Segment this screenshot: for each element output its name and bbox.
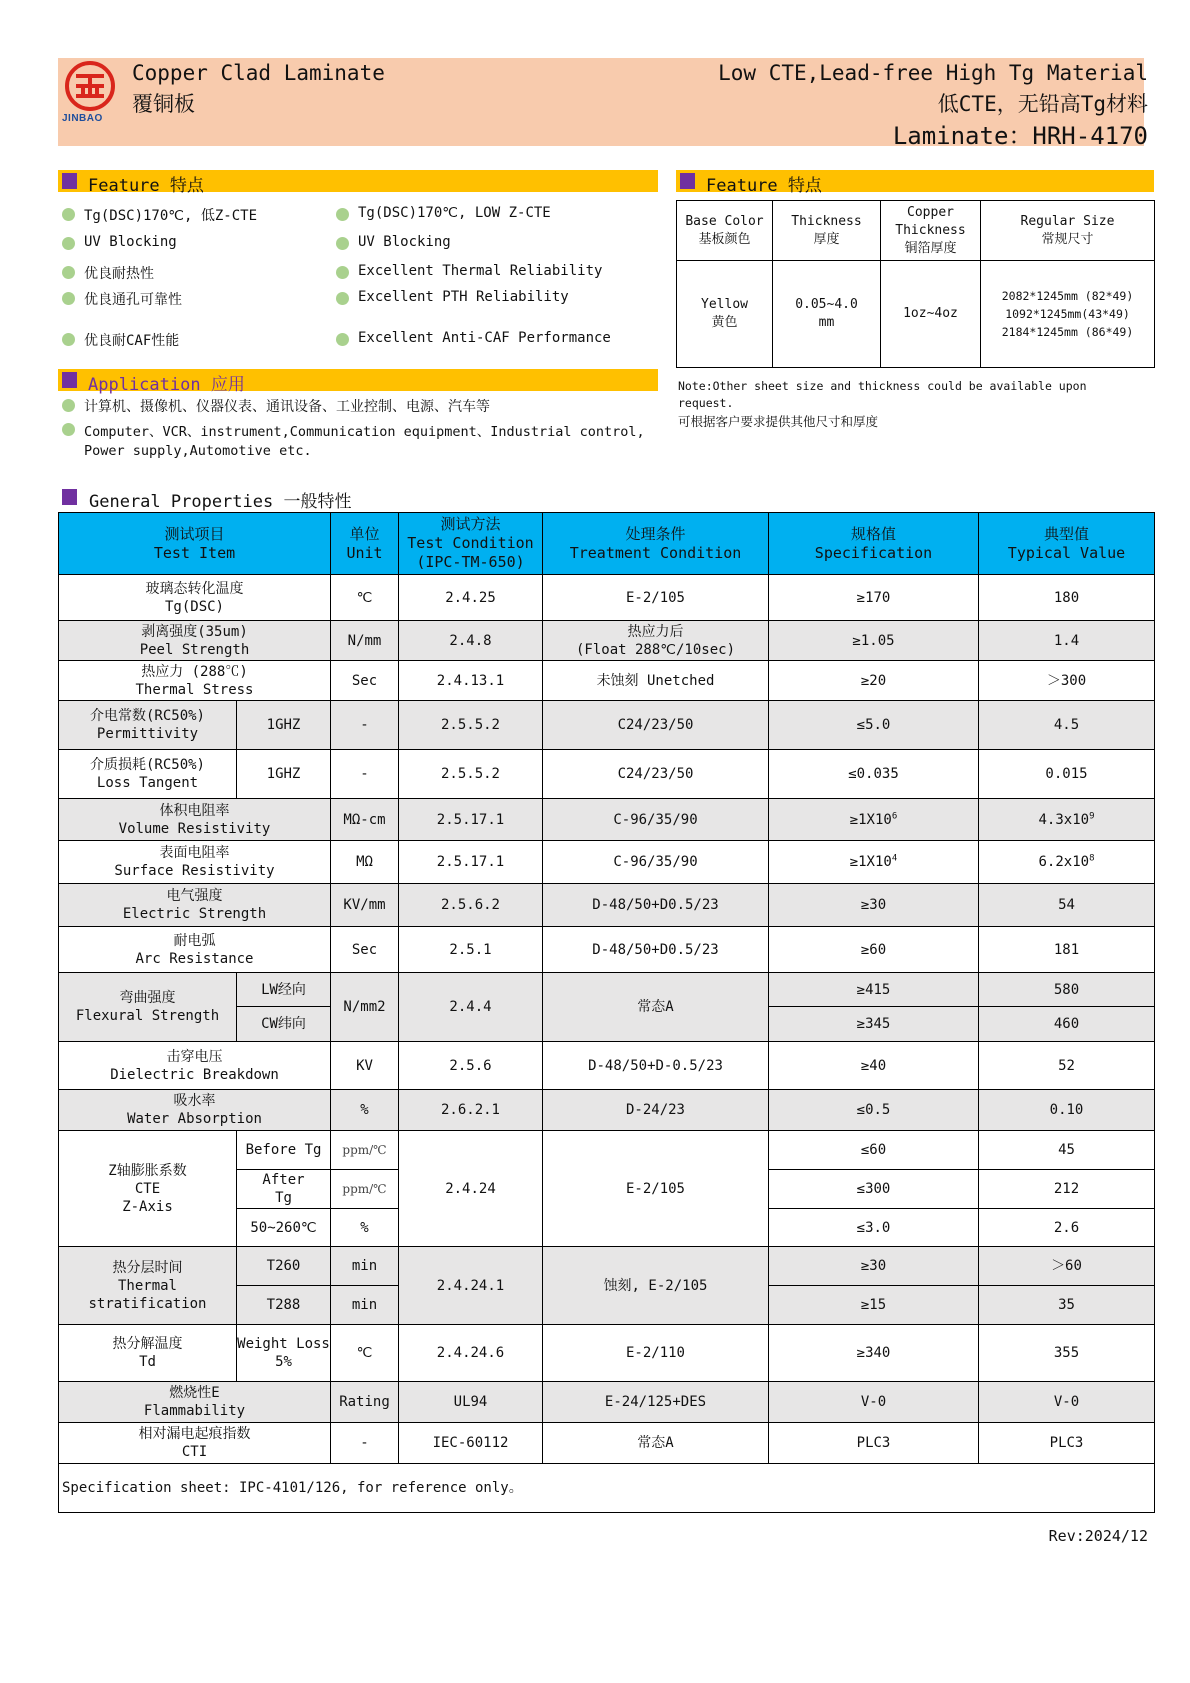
- table-row: [59, 1090, 1155, 1131]
- feature-cn-5: 优良耐CAF性能: [84, 333, 180, 349]
- table-cell: 2.6.2.1: [399, 1090, 543, 1131]
- table-cell: ≤3.0: [769, 1209, 979, 1247]
- table-cell: Before Tg: [237, 1131, 331, 1170]
- table-cell: 2.5.17.1: [399, 799, 543, 841]
- table-cell: 4.5: [979, 701, 1155, 750]
- feature-en-4: Excellent PTH Reliability: [358, 289, 569, 305]
- table-cell: ≥30: [769, 884, 979, 927]
- table-cell: 2.4.24.6: [399, 1325, 543, 1382]
- table-cell: D-48/50+D-0.5/23: [543, 1042, 769, 1090]
- table-cell: V-0: [979, 1382, 1155, 1423]
- table-cell: ≥15: [769, 1286, 979, 1325]
- feature-en-1: Tg(DSC)170℃, LOW Z-CTE: [358, 205, 551, 221]
- feature-cn-3: 优良耐热性: [84, 266, 154, 282]
- section-marker-icon: [680, 173, 695, 189]
- size-copper: 1oz~4oz: [881, 261, 981, 368]
- table-cell: min: [331, 1286, 399, 1325]
- logo-text: JINBAO: [62, 113, 103, 124]
- table-cell: 1GHZ: [237, 750, 331, 799]
- table-cell: ≥415: [769, 973, 979, 1007]
- table-row: [59, 575, 1155, 621]
- size-color: Yellow 黄色: [677, 261, 773, 368]
- size-header-thickness: Thickness 厚度: [773, 201, 881, 261]
- table-row: [59, 1247, 1155, 1286]
- table-cell: Weight Loss 5%: [237, 1325, 331, 1382]
- table-cell: 35: [979, 1286, 1155, 1325]
- application-bar: [58, 369, 658, 395]
- table-cell: 2.5.6: [399, 1042, 543, 1090]
- table-row: [59, 1131, 1155, 1170]
- table-row: [59, 799, 1155, 841]
- spec-sheet-note: Specification sheet: IPC-4101/126, for reference only。: [59, 1464, 1155, 1513]
- table-cell: N/mm2: [331, 973, 399, 1042]
- size-header-copper: Copper Thickness 铜箔厚度: [881, 201, 981, 261]
- table-cell: Rating: [331, 1382, 399, 1423]
- header-item: 测试项目 Test Item: [59, 513, 331, 575]
- table-cell: $\ge 1X10^4$: [769, 841, 979, 884]
- table-cell: UL94: [399, 1382, 543, 1423]
- table-cell: 460: [979, 1007, 1155, 1042]
- table-row: [59, 973, 1155, 1007]
- table-cell: 热应力 (288℃) Thermal Stress: [59, 661, 331, 701]
- table-row: [59, 1325, 1155, 1382]
- table-cell: ppm/℃: [331, 1170, 399, 1209]
- table-row: [59, 841, 1155, 884]
- application-en-1: Computer、VCR、instrument,Communication equipment、Industrial control,: [84, 424, 645, 440]
- table-cell: 2.4.4: [399, 973, 543, 1042]
- table-cell: %: [331, 1209, 399, 1247]
- jinbao-logo-icon: [64, 60, 116, 112]
- table-cell: D-48/50+D0.5/23: [543, 927, 769, 973]
- table-cell: ≥340: [769, 1325, 979, 1382]
- table-cell: 355: [979, 1325, 1155, 1382]
- table-cell: D-48/50+D0.5/23: [543, 884, 769, 927]
- table-cell: E-24/125+DES: [543, 1382, 769, 1423]
- table-cell: 燃烧性E Flammability: [59, 1382, 331, 1423]
- table-header-row: [59, 513, 1155, 575]
- size-header-regular: Regular Size 常规尺寸: [981, 201, 1155, 261]
- bullet-icon: [62, 208, 75, 221]
- table-footer-row: [59, 1464, 1155, 1513]
- table-cell: 蚀刻, E-2/105: [543, 1247, 769, 1325]
- table-cell: 52: [979, 1042, 1155, 1090]
- table-cell: -: [331, 750, 399, 799]
- table-cell: 0.10: [979, 1090, 1155, 1131]
- table-cell: MΩ: [331, 841, 399, 884]
- header-title-cn: 覆铜板: [132, 92, 195, 116]
- table-cell: 54: [979, 884, 1155, 927]
- bullet-icon: [336, 237, 349, 250]
- table-cell: ≥60: [769, 927, 979, 973]
- table-cell: ≥1.05: [769, 621, 979, 661]
- table-row: [59, 1423, 1155, 1464]
- table-row: [59, 750, 1155, 799]
- table-cell: CW纬向: [237, 1007, 331, 1042]
- table-cell: ≤0.035: [769, 750, 979, 799]
- table-cell: 2.5.6.2: [399, 884, 543, 927]
- table-cell: 常态A: [543, 973, 769, 1042]
- table-cell: E-2/105: [543, 1131, 769, 1247]
- table-cell: IEC-60112: [399, 1423, 543, 1464]
- table-row: [59, 701, 1155, 750]
- table-cell: 181: [979, 927, 1155, 973]
- table-cell: ≥170: [769, 575, 979, 621]
- table-cell: ≤60: [769, 1131, 979, 1170]
- table-row: [59, 1382, 1155, 1423]
- feature-left-title: Feature 特点: [88, 176, 204, 196]
- table-cell: 表面电阻率 Surface Resistivity: [59, 841, 331, 884]
- table-cell: 2.6: [979, 1209, 1155, 1247]
- table-cell: 剥离强度(35um) Peel Strength: [59, 621, 331, 661]
- feature-cn-1: Tg(DSC)170℃, 低Z-CTE: [84, 208, 258, 224]
- table-cell: KV: [331, 1042, 399, 1090]
- table-cell: ＞300: [979, 661, 1155, 701]
- feature-cn-4: 优良通孔可靠性: [84, 292, 182, 308]
- table-cell: D-24/23: [543, 1090, 769, 1131]
- table-cell: 1GHZ: [237, 701, 331, 750]
- table-cell: 2.5.17.1: [399, 841, 543, 884]
- table-cell: 212: [979, 1170, 1155, 1209]
- table-cell: C-96/35/90: [543, 799, 769, 841]
- bullet-icon: [62, 333, 75, 346]
- table-cell: -: [331, 1423, 399, 1464]
- table-row: [59, 884, 1155, 927]
- table-cell: 2.5.5.2: [399, 701, 543, 750]
- feature-right-title: Feature 特点: [706, 176, 822, 196]
- table-cell: N/mm: [331, 621, 399, 661]
- table-cell: Sec: [331, 661, 399, 701]
- size-note-en: Note:Other sheet size and thickness could be available upon request.: [678, 379, 1087, 410]
- table-cell: $4.3x10^9$: [979, 799, 1155, 841]
- table-cell: 580: [979, 973, 1155, 1007]
- feature-en-2: UV Blocking: [358, 234, 451, 250]
- header-material-cn: 低CTE，无铅高Tg材料: [937, 92, 1148, 116]
- table-cell: 热应力后 (Float 288℃/10sec): [543, 621, 769, 661]
- table-cell: 热分解温度 Td: [59, 1325, 237, 1382]
- table-cell: 介电常数(RC50%) Permittivity: [59, 701, 237, 750]
- table-cell: 2.4.8: [399, 621, 543, 661]
- table-cell: 击穿电压 Dielectric Breakdown: [59, 1042, 331, 1090]
- bullet-icon: [62, 399, 75, 412]
- table-cell: T260: [237, 1247, 331, 1286]
- table-cell: PLC3: [769, 1423, 979, 1464]
- table-cell: 热分层时间 Thermal stratification: [59, 1247, 237, 1325]
- table-cell: 2.4.24: [399, 1131, 543, 1247]
- properties-table: [58, 512, 1155, 1513]
- header-unit: 单位 Unit: [331, 513, 399, 575]
- bullet-icon: [62, 423, 75, 436]
- table-cell: ppm/℃: [331, 1131, 399, 1170]
- table-row: [59, 621, 1155, 661]
- table-row: [59, 1042, 1155, 1090]
- table-cell: ≥345: [769, 1007, 979, 1042]
- general-title: General Properties 一般特性: [89, 492, 352, 512]
- table-cell: 玻璃态转化温度 Tg(DSC): [59, 575, 331, 621]
- table-cell: 45: [979, 1131, 1155, 1170]
- table-cell: E-2/105: [543, 575, 769, 621]
- feature-cn-2: UV Blocking: [84, 234, 177, 250]
- bullet-icon: [336, 292, 349, 305]
- table-cell: 常态A: [543, 1423, 769, 1464]
- table-cell: 2.5.5.2: [399, 750, 543, 799]
- table-cell: PLC3: [979, 1423, 1155, 1464]
- feature-en-5: Excellent Anti-CAF Performance: [358, 330, 611, 346]
- size-header-color: Base Color 基板颜色: [677, 201, 773, 261]
- header-title-en: Copper Clad Laminate: [132, 61, 385, 85]
- bullet-icon: [336, 266, 349, 279]
- table-cell: 体积电阻率 Volume Resistivity: [59, 799, 331, 841]
- application-cn: 计算机、摄像机、仪器仪表、通讯设备、工业控制、电源、汽车等: [84, 399, 490, 415]
- table-cell: -: [331, 701, 399, 750]
- section-marker-icon: [62, 489, 77, 505]
- table-cell: 弯曲强度 Flexural Strength: [59, 973, 237, 1042]
- header-typical: 典型值 Typical Value: [979, 513, 1155, 575]
- bullet-icon: [62, 237, 75, 250]
- table-cell: C24/23/50: [543, 701, 769, 750]
- bullet-icon: [336, 333, 349, 346]
- section-marker-icon: [62, 173, 77, 189]
- table-cell: $\ge 1X10^6$: [769, 799, 979, 841]
- feature-en-3: Excellent Thermal Reliability: [358, 263, 603, 279]
- table-cell: 2.4.24.1: [399, 1247, 543, 1325]
- feature-right-bar: [676, 170, 1154, 196]
- table-cell: 未蚀刻 Unetched: [543, 661, 769, 701]
- table-cell: %: [331, 1090, 399, 1131]
- table-cell: 2.4.13.1: [399, 661, 543, 701]
- table-cell: C24/23/50: [543, 750, 769, 799]
- table-cell: 0.015: [979, 750, 1155, 799]
- table-row: [59, 661, 1155, 701]
- table-cell: ≥30: [769, 1247, 979, 1286]
- table-cell: LW经向: [237, 973, 331, 1007]
- table-cell: MΩ-cm: [331, 799, 399, 841]
- table-cell: 180: [979, 575, 1155, 621]
- table-cell: C-96/35/90: [543, 841, 769, 884]
- table-cell: ≤5.0: [769, 701, 979, 750]
- table-cell: Z轴膨胀系数 CTE Z-Axis: [59, 1131, 237, 1247]
- table-cell: Sec: [331, 927, 399, 973]
- bullet-icon: [336, 208, 349, 221]
- table-cell: After Tg: [237, 1170, 331, 1209]
- table-cell: ≥40: [769, 1042, 979, 1090]
- table-cell: ℃: [331, 1325, 399, 1382]
- table-cell: 相对漏电起痕指数 CTI: [59, 1423, 331, 1464]
- table-cell: ≥20: [769, 661, 979, 701]
- table-cell: KV/mm: [331, 884, 399, 927]
- table-cell: 介质损耗(RC50%) Loss Tangent: [59, 750, 237, 799]
- header-spec: 规格值 Specification: [769, 513, 979, 575]
- table-cell: ＞60: [979, 1247, 1155, 1286]
- feature-left-bar: [58, 170, 658, 196]
- table-cell: $6.2x10^8$: [979, 841, 1155, 884]
- application-en-2: Power supply,Automotive etc.: [84, 443, 312, 459]
- table-cell: 50~260℃: [237, 1209, 331, 1247]
- table-cell: 耐电弧 Arc Resistance: [59, 927, 331, 973]
- table-cell: T288: [237, 1286, 331, 1325]
- section-marker-icon: [62, 372, 77, 388]
- header-laminate-name: Laminate：HRH-4170: [892, 122, 1148, 150]
- table-cell: 吸水率 Water Absorption: [59, 1090, 331, 1131]
- size-note-cn: 可根据客户要求提供其他尺寸和厚度: [678, 414, 879, 429]
- table-cell: min: [331, 1247, 399, 1286]
- table-cell: ≤300: [769, 1170, 979, 1209]
- revision: Rev:2024/12: [1048, 1527, 1148, 1545]
- header-method: 测试方法 Test Condition (IPC-TM-650): [399, 513, 543, 575]
- table-cell: 2.5.1: [399, 927, 543, 973]
- header-material-en: Low CTE,Lead-free High Tg Material: [718, 61, 1148, 85]
- table-cell: ≤0.5: [769, 1090, 979, 1131]
- table-row: [59, 927, 1155, 973]
- size-regular: 2082*1245mm (82*49) 1092*1245mm(43*49) 2184*1245mm (86*49): [981, 261, 1155, 368]
- header-treatment: 处理条件 Treatment Condition: [543, 513, 769, 575]
- table-cell: 电气强度 Electric Strength: [59, 884, 331, 927]
- size-thickness: 0.05~4.0 mm: [773, 261, 881, 368]
- bullet-icon: [62, 292, 75, 305]
- bullet-icon: [62, 266, 75, 279]
- table-cell: E-2/110: [543, 1325, 769, 1382]
- table-cell: 2.4.25: [399, 575, 543, 621]
- table-cell: V-0: [769, 1382, 979, 1423]
- application-title: Application 应用: [88, 375, 245, 395]
- table-cell: ℃: [331, 575, 399, 621]
- size-table: [676, 200, 1155, 368]
- table-cell: 1.4: [979, 621, 1155, 661]
